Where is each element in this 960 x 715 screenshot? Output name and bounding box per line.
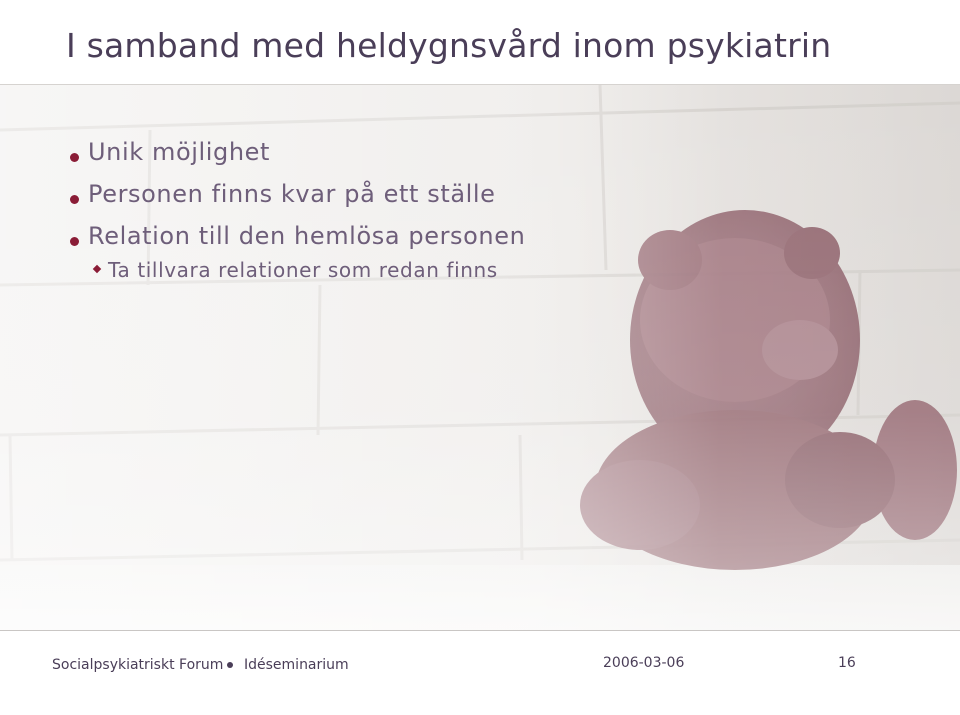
background-photo <box>0 85 960 630</box>
teddy-bear-wall-image <box>0 85 960 630</box>
footer <box>0 631 960 715</box>
footer-organization: Socialpsykiatriskt Forum <box>52 657 224 673</box>
bullet-dot-icon <box>70 237 79 246</box>
sub-bullet-text: Ta tillvara relationer som redan finns <box>108 258 498 282</box>
bullet-text: Personen finns kvar på ett ställe <box>88 180 496 208</box>
bullet-dot-icon <box>70 195 79 204</box>
bullet-text: Unik möjlighet <box>88 138 271 166</box>
footer-event: Idéseminarium <box>244 657 349 673</box>
bullet-text: Relation till den hemlösa personen <box>88 222 526 250</box>
slide-title: I samband med heldygnsvård inom psykiatrin <box>66 26 832 65</box>
footer-separator-dot-icon <box>227 662 233 668</box>
title-divider <box>0 84 960 85</box>
page-number: 16 <box>838 655 856 671</box>
bullet-dot-icon <box>70 153 79 162</box>
footer-date: 2006-03-06 <box>603 655 685 671</box>
title-bar <box>0 0 960 84</box>
